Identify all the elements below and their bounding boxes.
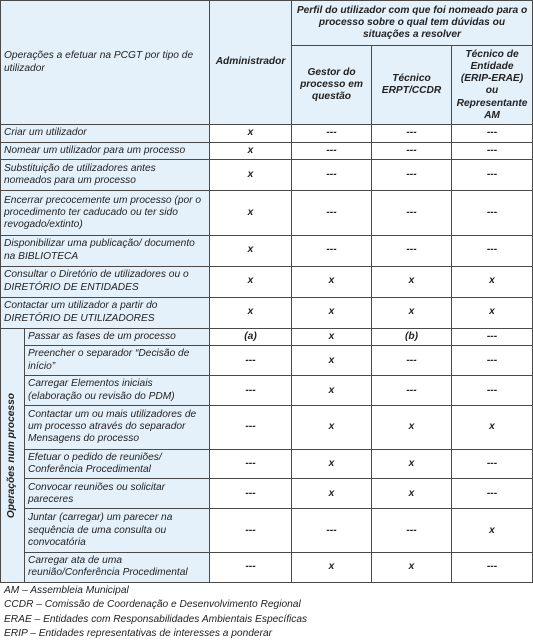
- group-label-cell: [1, 328, 25, 582]
- value-cell: ---: [210, 479, 292, 509]
- value-cell: x: [292, 328, 372, 346]
- value-cell: ---: [452, 552, 533, 582]
- value-cell: ---: [372, 376, 452, 406]
- table-row: [1, 509, 533, 552]
- value-cell: x: [210, 142, 292, 160]
- value-cell: x: [292, 552, 372, 582]
- value-cell: (a): [210, 328, 292, 346]
- legend: [4, 584, 307, 642]
- value-cell: ---: [292, 235, 372, 266]
- table-row: [1, 191, 533, 235]
- table-row: [1, 235, 533, 266]
- table-row: [1, 297, 533, 328]
- value-cell: x: [452, 297, 533, 328]
- value-cell: ---: [452, 235, 533, 266]
- value-cell: x: [452, 266, 533, 297]
- value-cell: x: [210, 297, 292, 328]
- value-cell: x: [372, 449, 452, 479]
- operation-cell: Convocar reuniões ou solicitar pareceres: [25, 479, 210, 509]
- operation-cell: Contactar um ou mais utilizadores de um processo através do separador Mensagens do processo: [25, 406, 210, 449]
- value-cell: ---: [292, 160, 372, 191]
- value-cell: x: [452, 509, 533, 552]
- table-row: [1, 125, 533, 143]
- table-row: [1, 328, 533, 346]
- value-cell: ---: [292, 191, 372, 235]
- value-cell: x: [292, 376, 372, 406]
- value-cell: x: [372, 406, 452, 449]
- operation-cell: Carregar ata de uma reunião/Conferência Procedimental: [25, 552, 210, 582]
- value-cell: ---: [452, 449, 533, 479]
- operation-cell: Nomear um utilizador para um processo: [1, 142, 210, 160]
- table-row: [1, 266, 533, 297]
- operation-cell: Efetuar o pedido de reuniões/ Conferência Procedimental: [25, 449, 210, 479]
- value-cell: ---: [372, 160, 452, 191]
- header-operations: Operações a efetuar na PCGT por tipo de utilizador: [1, 1, 210, 125]
- table-row: [1, 376, 533, 406]
- value-cell: x: [210, 191, 292, 235]
- value-cell: x: [210, 235, 292, 266]
- legend-ccdr: CCDR – Comissão de Coordenação e Desenvolvimento Regional: [4, 599, 301, 611]
- value-cell: x: [292, 479, 372, 509]
- value-cell: ---: [452, 328, 533, 346]
- group-label: Operações num processo: [6, 392, 18, 518]
- value-cell: x: [292, 406, 372, 449]
- value-cell: ---: [372, 142, 452, 160]
- header-technician-entity: Técnico de Entidade (ERIP-ERAE) ou Representante AM: [452, 46, 533, 125]
- table-row: [1, 406, 533, 449]
- value-cell: ---: [210, 509, 292, 552]
- value-cell: ---: [372, 235, 452, 266]
- value-cell: ---: [452, 125, 533, 143]
- value-cell: ---: [372, 125, 452, 143]
- value-cell: x: [372, 552, 452, 582]
- operation-cell: Passar as fases de um processo: [25, 328, 210, 346]
- value-cell: x: [292, 449, 372, 479]
- value-cell: ---: [372, 191, 452, 235]
- header-profile-group: Perfil do utilizador com que foi nomeado para o processo sobre o qual tem dúvidas ou situações a resolver: [292, 1, 533, 46]
- value-cell: ---: [372, 346, 452, 376]
- value-cell: ---: [452, 160, 533, 191]
- table-row: [1, 552, 533, 582]
- operation-cell: Substituição de utilizadores antes nomeados para um processo: [1, 160, 210, 191]
- value-cell: x: [292, 266, 372, 297]
- value-cell: ---: [292, 142, 372, 160]
- value-cell: ---: [372, 509, 452, 552]
- value-cell: (b): [372, 328, 452, 346]
- operation-cell: Criar um utilizador: [1, 125, 210, 143]
- operation-cell: Disponibilizar uma publicação/ documento na BIBLIOTECA: [1, 235, 210, 266]
- operation-cell: Consultar o Diretório de utilizadores ou o DIRETÓRIO DE ENTIDADES: [1, 266, 210, 297]
- value-cell: ---: [292, 125, 372, 143]
- operation-cell: Juntar (carregar) um parecer na sequência de uma consulta ou convocatória: [25, 509, 210, 552]
- operation-cell: Contactar um utilizador a partir do DIRETÓRIO DE UTILIZADORES: [1, 297, 210, 328]
- header-administrator: Administrador: [210, 1, 292, 125]
- value-cell: x: [372, 266, 452, 297]
- value-cell: ---: [210, 552, 292, 582]
- table-row: [1, 479, 533, 509]
- value-cell: ---: [292, 509, 372, 552]
- operation-cell: Preencher o separador “Decisão de início”: [25, 346, 210, 376]
- table-row: [1, 142, 533, 160]
- operation-cell: Encerrar precocemente um processo (por o procedimento ter caducado ou ter sido revogado/extinto): [1, 191, 210, 235]
- legend-am: AM – Assembleia Municipal: [4, 585, 129, 596]
- value-cell: x: [210, 266, 292, 297]
- value-cell: x: [372, 297, 452, 328]
- value-cell: ---: [452, 376, 533, 406]
- value-cell: ---: [210, 346, 292, 376]
- value-cell: x: [210, 125, 292, 143]
- value-cell: ---: [210, 406, 292, 449]
- legend-erae: ERAE – Entidades com Responsabilidades Ambientais Específicas: [4, 613, 308, 625]
- operation-cell: Carregar Elementos iniciais (elaboração ou revisão do PDM): [25, 376, 210, 406]
- value-cell: ---: [452, 346, 533, 376]
- value-cell: x: [372, 479, 452, 509]
- value-cell: x: [210, 160, 292, 191]
- value-cell: ---: [210, 376, 292, 406]
- legend-erip: ERIP – Entidades representativas de interesses a ponderar: [4, 628, 273, 640]
- table-row: [1, 160, 533, 191]
- table-row: [1, 449, 533, 479]
- header-technician-erpt: Técnico ERPT/CCDR: [372, 46, 452, 125]
- value-cell: ---: [210, 449, 292, 479]
- header-manager: Gestor do processo em questão: [292, 46, 372, 125]
- value-cell: ---: [452, 479, 533, 509]
- value-cell: x: [452, 406, 533, 449]
- value-cell: x: [292, 297, 372, 328]
- table-row: [1, 346, 533, 376]
- value-cell: ---: [452, 191, 533, 235]
- value-cell: x: [292, 346, 372, 376]
- value-cell: ---: [452, 142, 533, 160]
